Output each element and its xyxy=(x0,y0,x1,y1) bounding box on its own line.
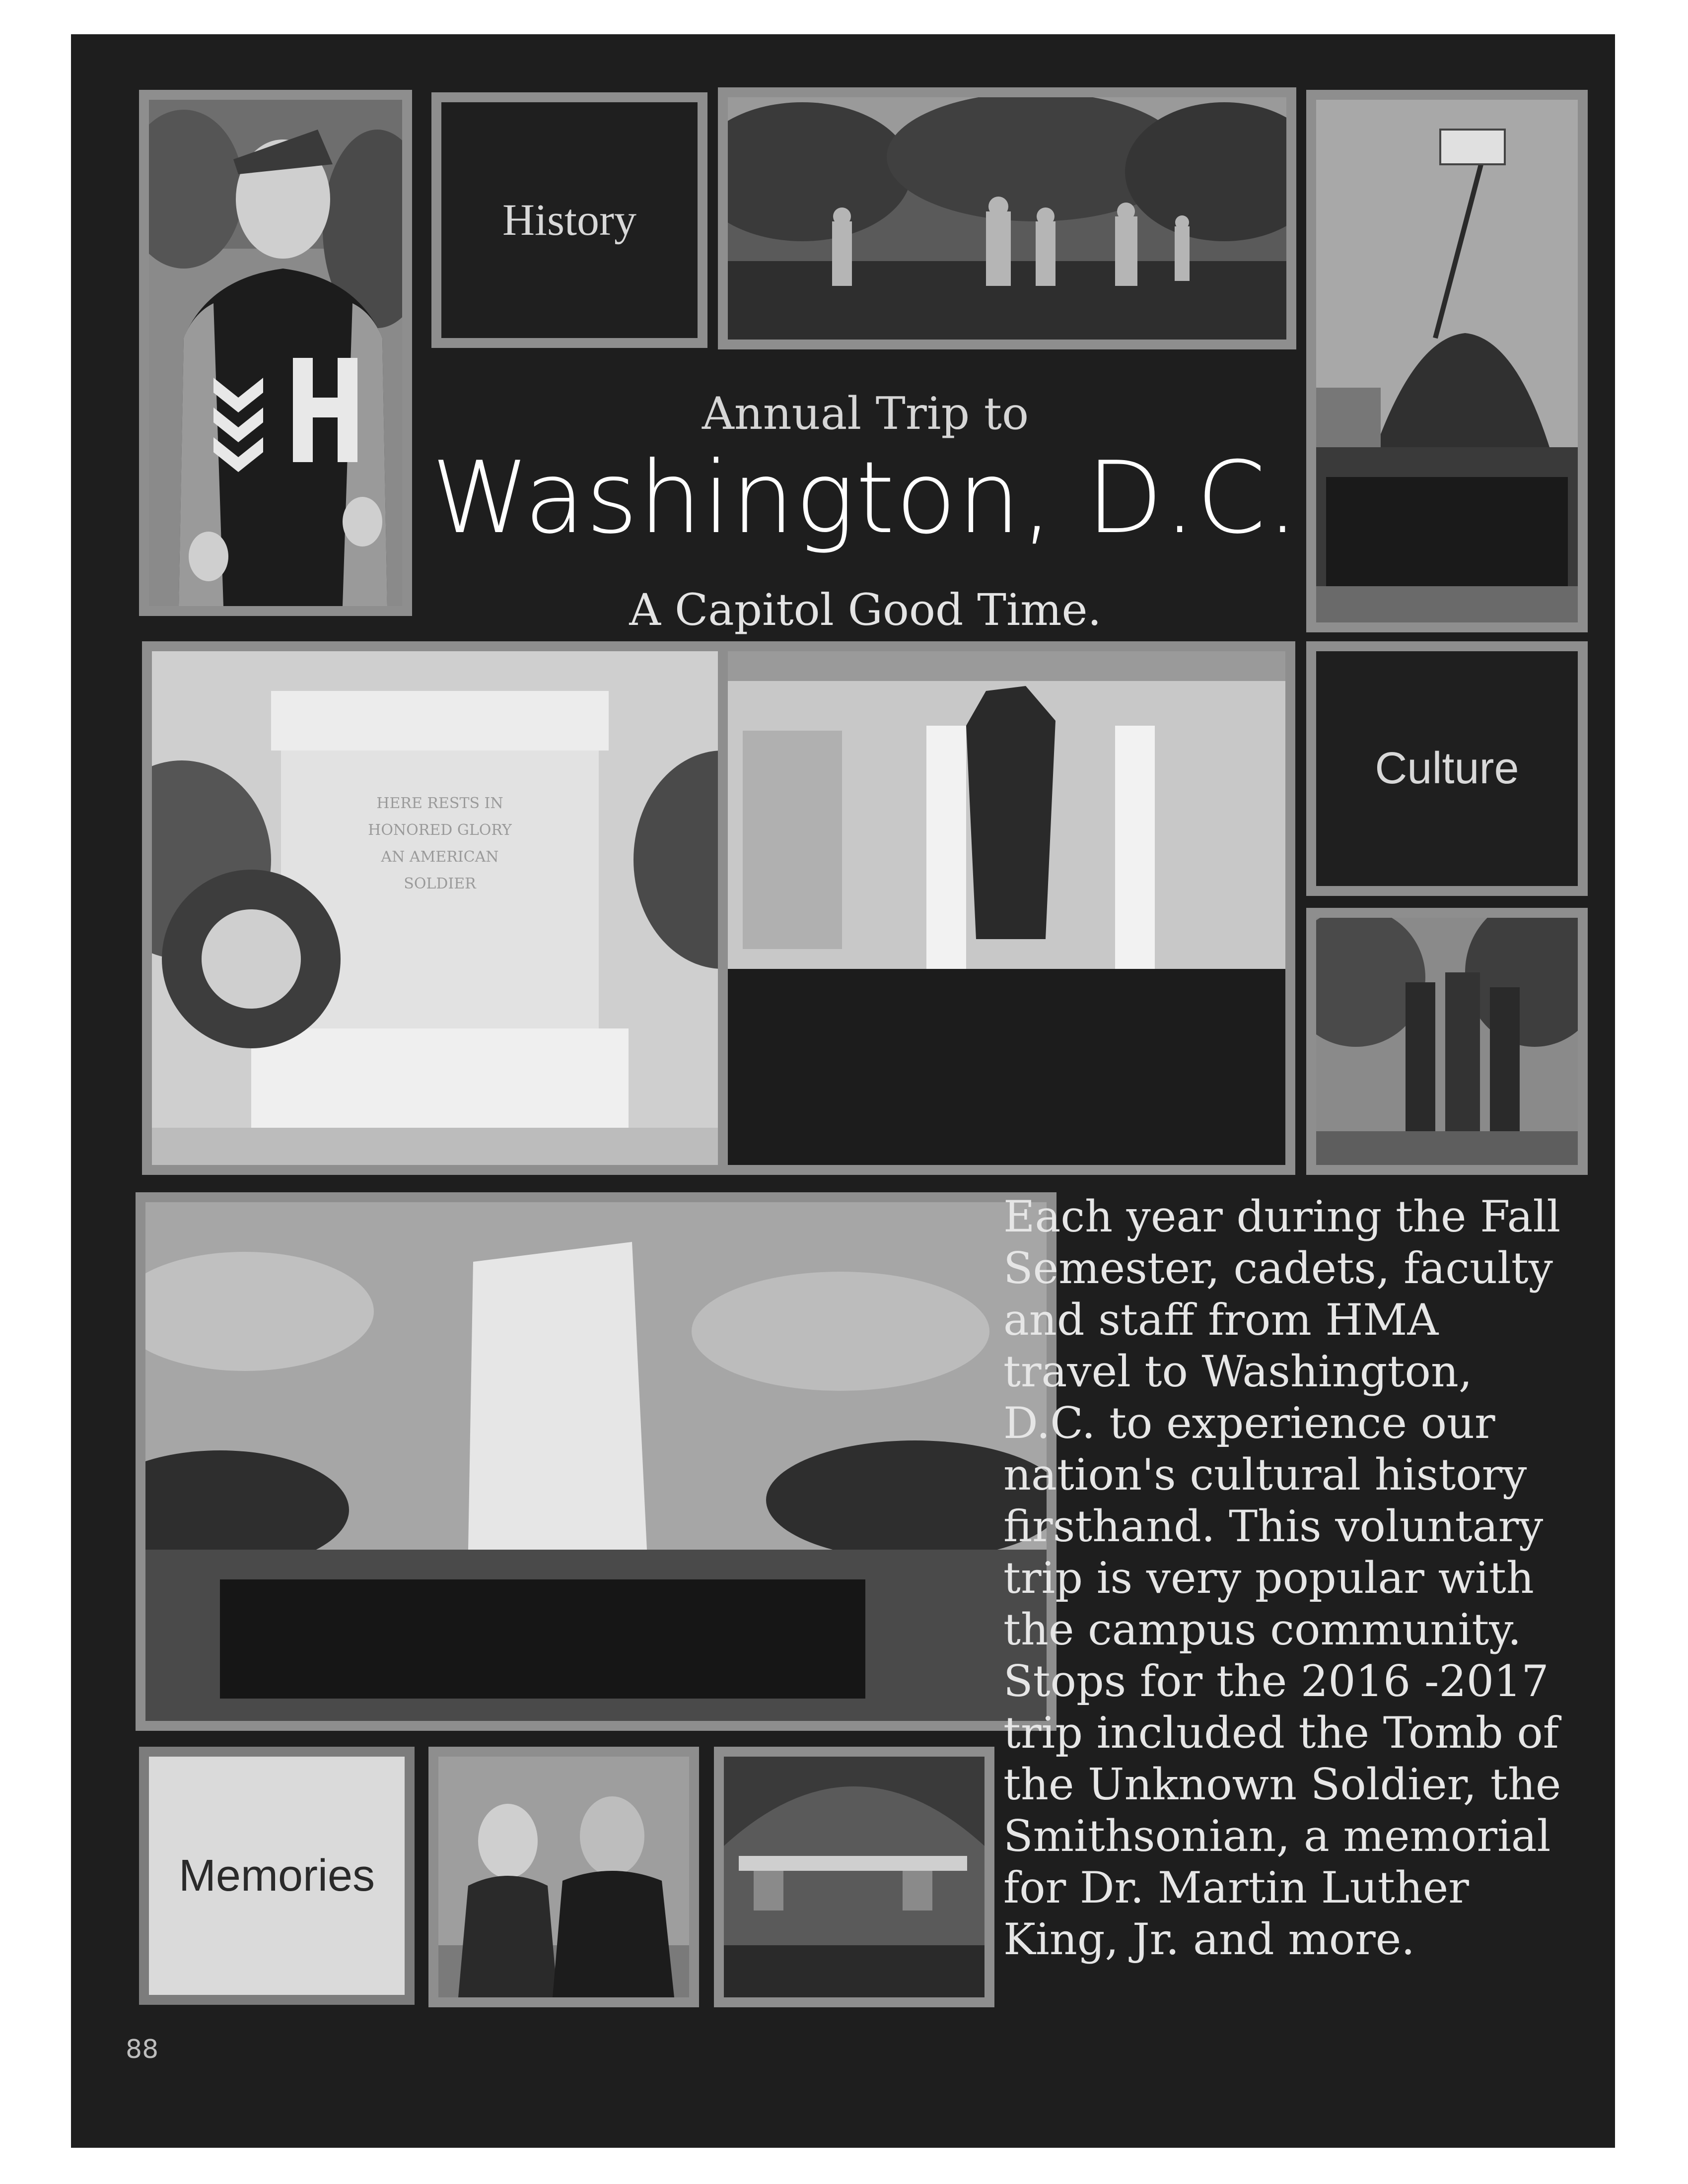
heading-kicker: Annual Trip to xyxy=(702,388,1029,440)
heading-tagline: A Capitol Good Time. xyxy=(629,584,1102,635)
two-cadets-photo xyxy=(428,1747,699,2007)
cadet-portrait-photo xyxy=(139,90,412,616)
memories-label-box xyxy=(139,1747,415,2005)
korean-war-memorial-photo xyxy=(718,87,1296,349)
culture-label-box xyxy=(1306,641,1588,896)
heading-title: Washington, D.C. xyxy=(431,440,1300,556)
jefferson-memorial-photo xyxy=(718,641,1295,1175)
three-soldiers-statue-photo xyxy=(1306,908,1588,1175)
history-label-box xyxy=(431,92,707,348)
culture-label: Culture xyxy=(1375,744,1519,793)
history-label: History xyxy=(502,196,636,245)
air-and-space-museum-photo xyxy=(714,1747,994,2007)
iwo-jima-memorial-photo xyxy=(1306,90,1588,632)
body-paragraph: Each year during the Fall Semester, cadets, faculty and staff from HMA travel to Washington, D.C. to experience our nation's cultural history firsthand. This voluntary trip is very popular with the campus community. Stops for the 2016 -2017 trip included the Tomb of the Unknown Soldier, the Smithsonian, a memorial for Dr. Martin Luther King, Jr. and more. xyxy=(1003,1191,1561,1965)
tomb-inscription-line: HONORED GLORY xyxy=(368,821,512,839)
tomb-inscription-line: SOLDIER xyxy=(404,875,476,892)
tomb-inscription-line: HERE RESTS IN xyxy=(376,795,503,812)
memories-label: Memories xyxy=(178,1850,375,1901)
mlk-memorial-photo xyxy=(136,1192,1056,1731)
tomb-of-unknown-soldier-photo xyxy=(142,641,777,1175)
yearbook-page xyxy=(71,34,1615,2148)
tomb-inscription-line: AN AMERICAN xyxy=(381,848,499,866)
tomb-inscription xyxy=(331,790,549,897)
page-number: 88 xyxy=(126,2035,159,2064)
